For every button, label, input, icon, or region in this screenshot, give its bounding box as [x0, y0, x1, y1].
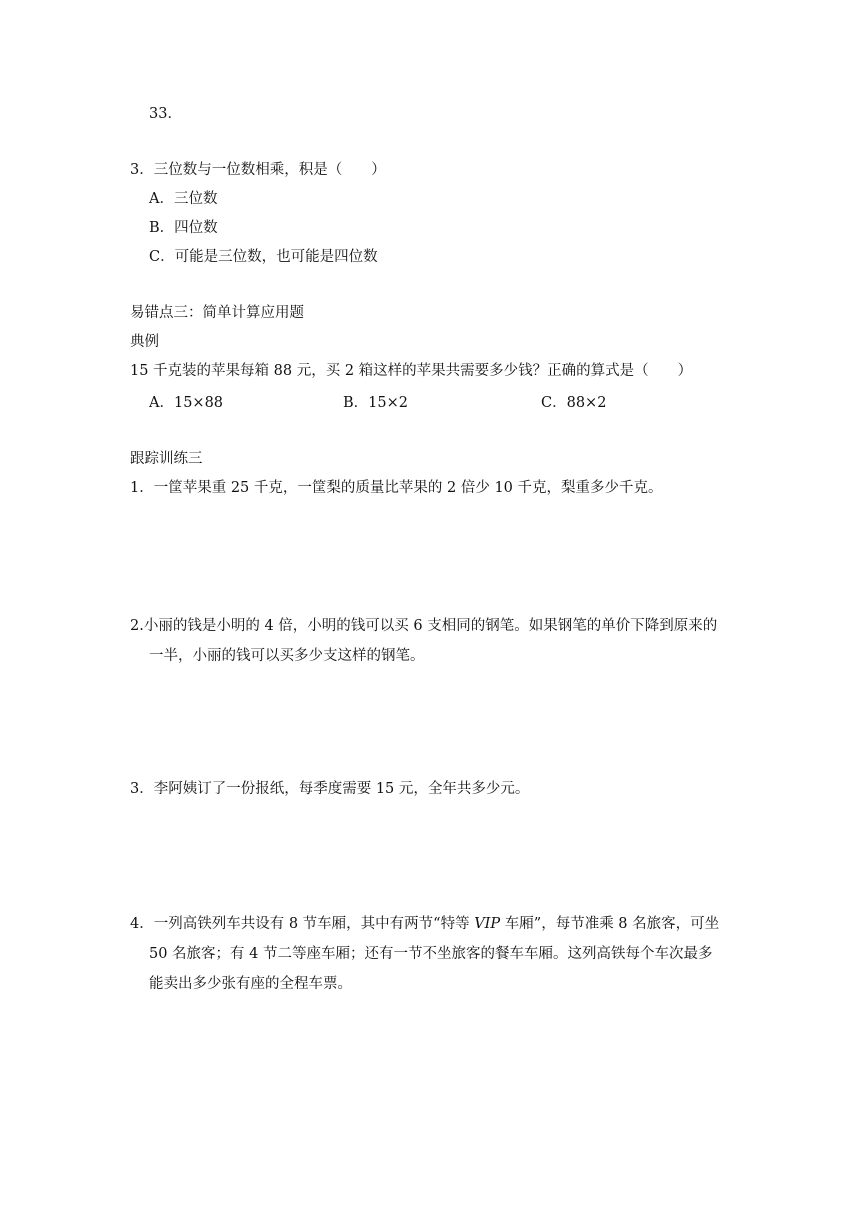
question-3-option-b: B．四位数 [149, 220, 218, 236]
section-3-heading: 易错点三：简单计算应用题 [130, 305, 304, 321]
practice-question-4-text-a: 4．一列高铁列车共设有 8 节车厢，其中有两节“特等 [130, 916, 475, 932]
practice-question-3: 3．李阿姨订了一份报纸，每季度需要 15 元，全年共多少元。 [130, 781, 530, 797]
example-label: 典例 [130, 334, 159, 350]
example-stem: 15 千克装的苹果每箱 88 元，买 2 箱这样的苹果共需要多少钱？正确的算式是（ ） [130, 363, 693, 379]
example-option-c: C．88×2 [541, 395, 607, 411]
question-3-option-a: A．三位数 [149, 191, 218, 207]
practice-question-4-line-2: 50 名旅客；有 4 节二等座车厢；还有一节不坐旅客的餐车车厢。这列高铁每个车次最多 [149, 946, 713, 962]
practice-question-2-line-1: 2.小丽的钱是小明的 4 倍，小明的钱可以买 6 支相同的钢笔。如果钢笔的单价下降到原来的 [130, 618, 718, 634]
practice-question-1: 1．一筐苹果重 25 千克，一筐梨的质量比苹果的 2 倍少 10 千克，梨重多少千克。 [130, 480, 663, 496]
previous-option-tail: 33． [149, 106, 182, 122]
practice-question-4-line-3: 能卖出多少张有座的全程车票。 [149, 976, 352, 992]
example-option-a: A．15×88 [149, 395, 224, 411]
practice-question-4-text-b: 车厢”，每节准乘 8 名旅客，可坐 [500, 916, 720, 932]
practice-heading: 跟踪训练三 [130, 451, 203, 467]
question-3-stem: 3．三位数与一位数相乘，积是（ ） [130, 162, 386, 178]
example-option-b: B．15×2 [343, 395, 408, 411]
practice-question-2-line-2: 一半，小丽的钱可以买多少支这样的钢笔。 [149, 648, 425, 664]
vip-label: VIP [474, 916, 501, 932]
practice-question-4-line-1 [130, 915, 719, 933]
question-3-option-c: C．可能是三位数，也可能是四位数 [149, 249, 378, 265]
